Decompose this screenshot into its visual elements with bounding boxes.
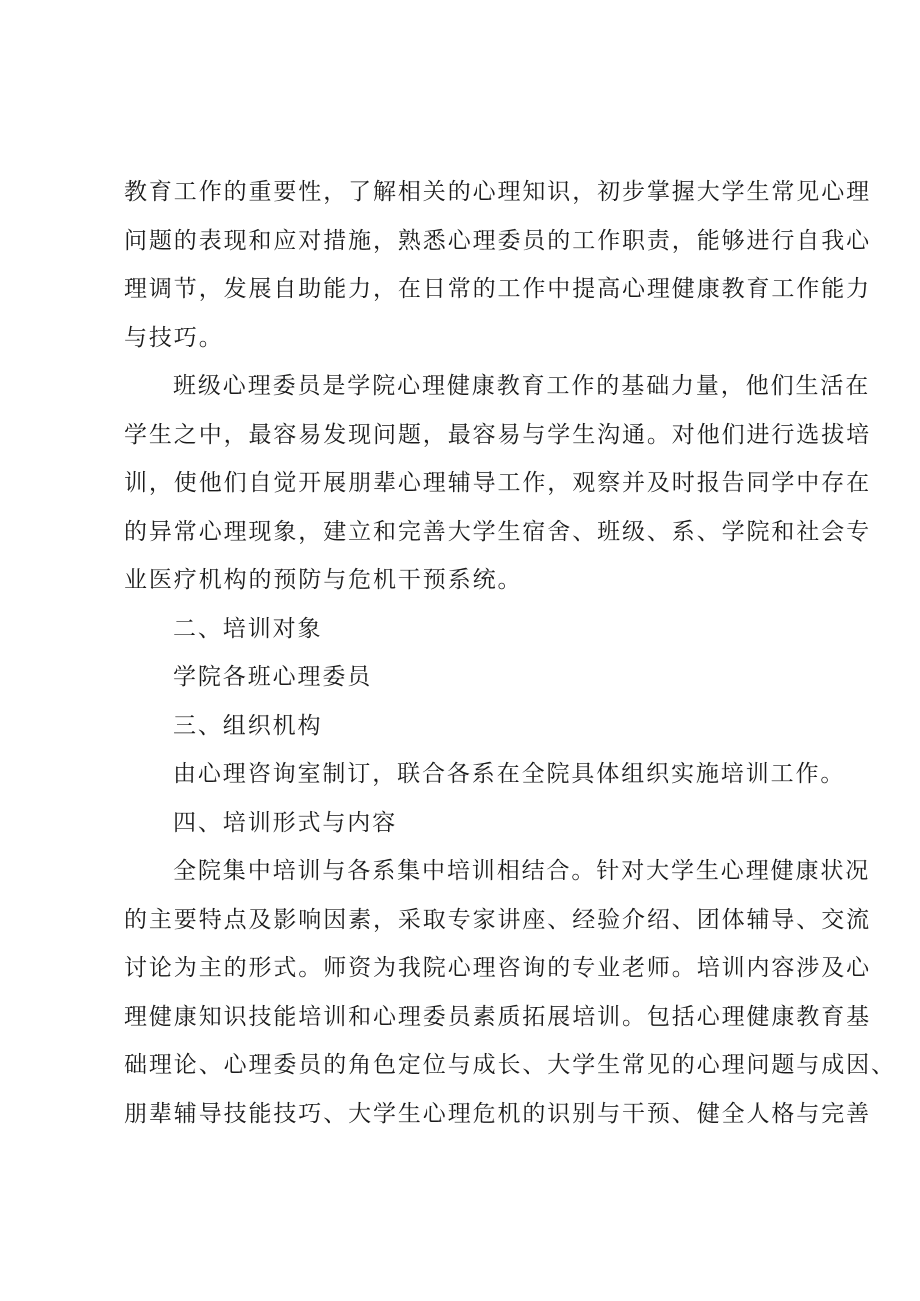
text-line: 与技巧。 (124, 324, 224, 351)
text-line: 讨论为主的形式。师资为我院心理咨询的专业老师。培训内容涉及心 (124, 955, 871, 981)
text-line: 础理论、心理委员的角色定位与成长、大学生常见的心理问题与成因、 (124, 1052, 896, 1078)
text-line: 理健康知识技能培训和心理委员素质拓展培训。包括心理健康教育基 (124, 1003, 871, 1030)
section-heading-training-target: 二、培训对象 (173, 615, 323, 642)
document-body (124, 168, 896, 1138)
paragraph-first-line: 学院各班心理委员 (173, 664, 373, 690)
paragraph-first-line: 全院集中培训与各系集中培训相结合。针对大学生心理健康状况 (173, 858, 871, 884)
text-line: 理调节，发展自助能力，在日常的工作中提高心理健康教育工作能力 (124, 276, 871, 302)
text-line: 的主要特点及影响因素，采取专家讲座、经验介绍、团体辅导、交流 (124, 906, 871, 933)
text-line: 教育工作的重要性，了解相关的心理知识，初步掌握大学生常见心理 (124, 179, 871, 205)
text-line: 的异常心理现象，建立和完善大学生宿舍、班级、系、学院和社会专 (124, 518, 871, 545)
paragraph-first-line: 由心理咨询室制订，联合各系在全院具体组织实施培训工作。 (173, 761, 846, 787)
section-heading-training-form: 四、培训形式与内容 (173, 809, 398, 836)
paragraph-first-line: 班级心理委员是学院心理健康教育工作的基础力量，他们生活在 (173, 373, 871, 399)
text-line: 问题的表现和应对措施，熟悉心理委员的工作职责，能够进行自我心 (124, 227, 871, 254)
text-line: 业医疗机构的预防与危机干预系统。 (124, 567, 523, 593)
text-line: 训，使他们自觉开展朋辈心理辅导工作，观察并及时报告同学中存在 (124, 470, 871, 496)
section-heading-organization: 三、组织机构 (173, 712, 323, 739)
text-line: 学生之中，最容易发现问题，最容易与学生沟通。对他们进行选拔培 (124, 421, 871, 448)
text-line: 朋辈辅导技能技巧、大学生心理危机的识别与干预、健全人格与完善 (124, 1100, 871, 1127)
